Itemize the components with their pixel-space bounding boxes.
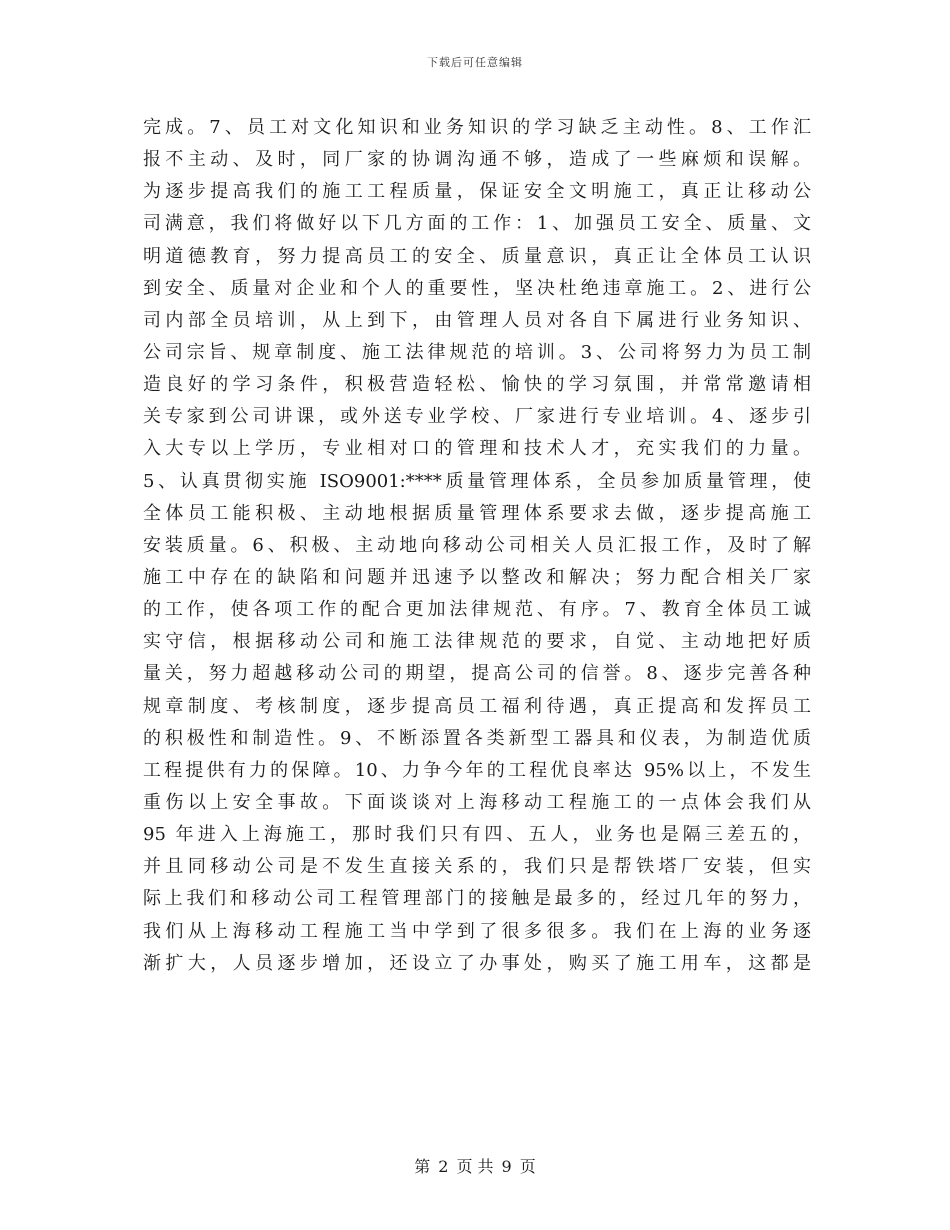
- body-text: [143, 112, 811, 980]
- text-line: 渐扩大，人员逐步增加，还设立了办事处，购买了施工用车，这都是: [143, 952, 811, 974]
- page-number-footer: [0, 1154, 950, 1177]
- text-line: 司内部全员培训，从上到下，由管理人员对各自下属进行业务知识、: [143, 309, 811, 331]
- text-line: 95 年进入上海施工，那时我们只有四、五人，业务也是隔三差五的，: [143, 824, 811, 846]
- text-line: 际上我们和移动公司工程管理部门的接触是最多的，经过几年的努力，: [143, 888, 811, 910]
- text-line: 工程提供有力的保障。10、力争今年的工程优良率达 95%以上，不发生: [143, 759, 811, 781]
- text-line: 全体员工能积极、主动地根据质量管理体系要求去做，逐步提高施工: [143, 502, 811, 524]
- text-line: 明道德教育，努力提高员工的安全、质量意识，真正让全体员工认识: [143, 245, 811, 267]
- text-line: 实守信，根据移动公司和施工法律规范的要求，自觉、主动地把好质: [143, 631, 811, 653]
- current-page-number: 2: [438, 1157, 449, 1176]
- text-line: 的积极性和制造性。9、不断添置各类新型工器具和仪表，为制造优质: [143, 727, 811, 749]
- text-line: 安装质量。6、积极、主动地向移动公司相关人员汇报工作，及时了解: [143, 534, 811, 556]
- text-line: 量关，努力超越移动公司的期望，提高公司的信誉。8、逐步完善各种: [143, 663, 811, 685]
- text-line: 规章制度、考核制度，逐步提高员工福利待遇，真正提高和发挥员工: [143, 695, 811, 717]
- text-line: 关专家到公司讲课，或外送专业学校、厂家进行专业培训。4、逐步引: [143, 406, 811, 428]
- text-line: 并且同移动公司是不发生直接关系的，我们只是帮铁塔厂安装，但实: [143, 856, 811, 878]
- text-line: 的工作，使各项工作的配合更加法律规范、有序。7、教育全体员工诚: [143, 599, 811, 621]
- page-header: 下载后可任意编辑: [427, 56, 523, 69]
- text-line: 入大专以上学历，专业相对口的管理和技术人才，充实我们的力量。: [143, 438, 811, 460]
- text-line: 为逐步提高我们的施工工程质量，保证安全文明施工，真正让移动公: [143, 181, 811, 203]
- text-line: 5、认真贯彻实施 ISO9001:****质量管理体系，全员参加质量管理，使: [143, 470, 811, 492]
- text-line: 报不主动、及时，同厂家的协调沟通不够，造成了一些麻烦和误解。: [143, 149, 811, 171]
- text-line: 造良好的学习条件，积极营造轻松、愉快的学习氛围，并常常邀请相: [143, 374, 811, 396]
- footer-suffix: 页: [519, 1157, 536, 1176]
- text-line: 重伤以上安全事故。下面谈谈对上海移动工程施工的一点体会我们从: [143, 791, 811, 813]
- text-line: 公司宗旨、规章制度、施工法律规范的培训。3、公司将努力为员工制: [143, 341, 811, 363]
- text-line: 司满意，我们将做好以下几方面的工作：1、加强员工安全、质量、文: [143, 213, 811, 235]
- text-line: 我们从上海移动工程施工当中学到了很多很多。我们在上海的业务逐: [143, 920, 811, 942]
- total-page-number: 9: [501, 1157, 512, 1176]
- text-line: 到安全、质量对企业和个人的重要性，坚决杜绝违章施工。2、进行公: [143, 277, 811, 299]
- text-line: 完成。7、员工对文化知识和业务知识的学习缺乏主动性。8、工作汇: [143, 117, 811, 138]
- text-line: 施工中存在的缺陷和问题并迅速予以整改和解决；努力配合相关厂家: [143, 566, 811, 588]
- footer-prefix: 第: [414, 1157, 431, 1176]
- footer-middle: 页 共: [456, 1157, 494, 1176]
